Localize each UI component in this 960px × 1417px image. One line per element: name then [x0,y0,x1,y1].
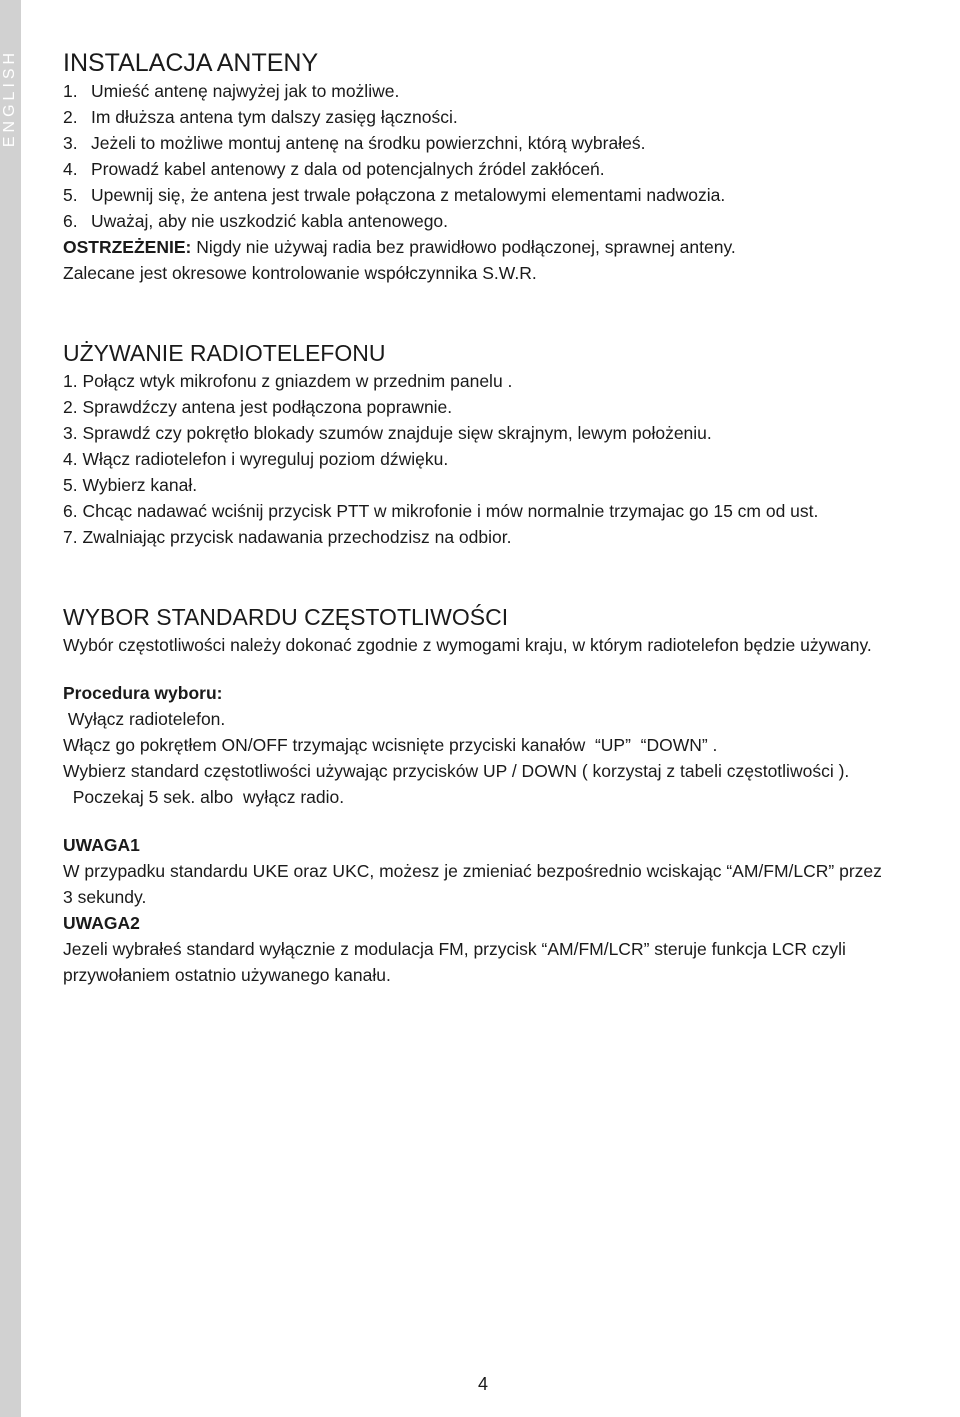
antenna-steps-list [63,78,958,234]
list-item: 4. Włącz radiotelefon i wyreguluj poziom dźwięku. [63,449,449,469]
section-radio-usage [63,338,958,550]
warning-label: OSTRZEŻENIE: [63,237,192,257]
list-item: 6. Chcąc nadawać wciśnij przycisk PTT w mikrofonie i mów normalnie trzymajac go 15 cm od ust. [63,501,819,521]
note-block [63,832,958,988]
radio-steps-list [63,368,958,550]
warning-text: Nigdy nie używaj radia bez prawidłowo podłączonej, sprawnej anteny. [191,237,736,257]
list-item: 2. Im dłuższa antena tym dalszy zasięg łączności. [63,107,458,127]
procedure-step: Wyłącz radiotelefon. [63,709,226,729]
section-antenna-installation [63,48,958,286]
section-frequency-standard [63,602,958,988]
note1-title: UWAGA1 [63,835,140,855]
frequency-intro: Wybór częstotliwości należy dokonać zgodnie z wymogami kraju, w którym radiotelefon będzie używany. [63,635,872,655]
list-item: 7. Zwalniając przycisk nadawania przechodzisz na odbior. [63,527,512,547]
list-item: 6. Uważaj, aby nie uszkodzić kabla antenowego. [63,211,449,231]
procedure-title: Procedura wyboru: [63,683,223,703]
side-tab [0,0,21,1417]
section-title-antenna: INSTALACJA ANTENY [63,49,319,77]
side-tab-label: ENGLISH [1,48,19,148]
note2-text: Jezeli wybrałeś standard wyłącznie z modulacja FM, przycisk “AM/FM/LCR” steruje funkcja LCR czyli przywołaniem ostatnio używanego kanału. [63,939,846,985]
note1-text: W przypadku standardu UKE oraz UKC, możesz je zmieniać bezpośrednio wciskając “AM/FM/LCR” przez 3 sekundy. [63,861,882,907]
procedure-block [63,680,958,810]
list-item: 3. Jeżeli to możliwe montuj antenę na środku powierzchni, którą wybrałeś. [63,133,646,153]
list-item: 3. Sprawdź czy pokrętło blokady szumów znajduje sięw skrajnym, lewym położeniu. [63,423,712,443]
swr-note: Zalecane jest okresowe kontrolowanie współczynnika S.W.R. [63,263,537,283]
procedure-step: Poczekaj 5 sek. albo wyłącz radio. [63,787,345,807]
note2-title: UWAGA2 [63,913,140,933]
procedure-step: Wybierz standard częstotliwości używając przycisków UP / DOWN ( korzystaj z tabeli częstotliwości ). [63,761,850,781]
page-number: 4 [478,1374,489,1394]
warning-line [63,234,958,260]
list-item: 1. Umieść antenę najwyżej jak to możliwe. [63,81,400,101]
section-title-frequency: WYBOR STANDARDU CZĘSTOTLIWOŚCI [63,604,509,630]
list-item: 5. Upewnij się, że antena jest trwale połączona z metalowymi elementami nadwozia. [63,185,726,205]
page-content [63,48,958,988]
section-title-radio-usage: UŻYWANIE RADIOTELEFONU [63,340,386,366]
procedure-step: Włącz go pokrętłem ON/OFF trzymając wcisnięte przyciski kanałów “UP” “DOWN” . [63,735,718,755]
list-item: 2. Sprawdźczy antena jest podłączona poprawnie. [63,397,453,417]
list-item: 1. Połącz wtyk mikrofonu z gniazdem w przednim panelu . [63,371,513,391]
list-item: 5. Wybierz kanał. [63,475,198,495]
list-item: 4. Prowadź kabel antenowy z dala od potencjalnych źródel zakłóceń. [63,159,605,179]
